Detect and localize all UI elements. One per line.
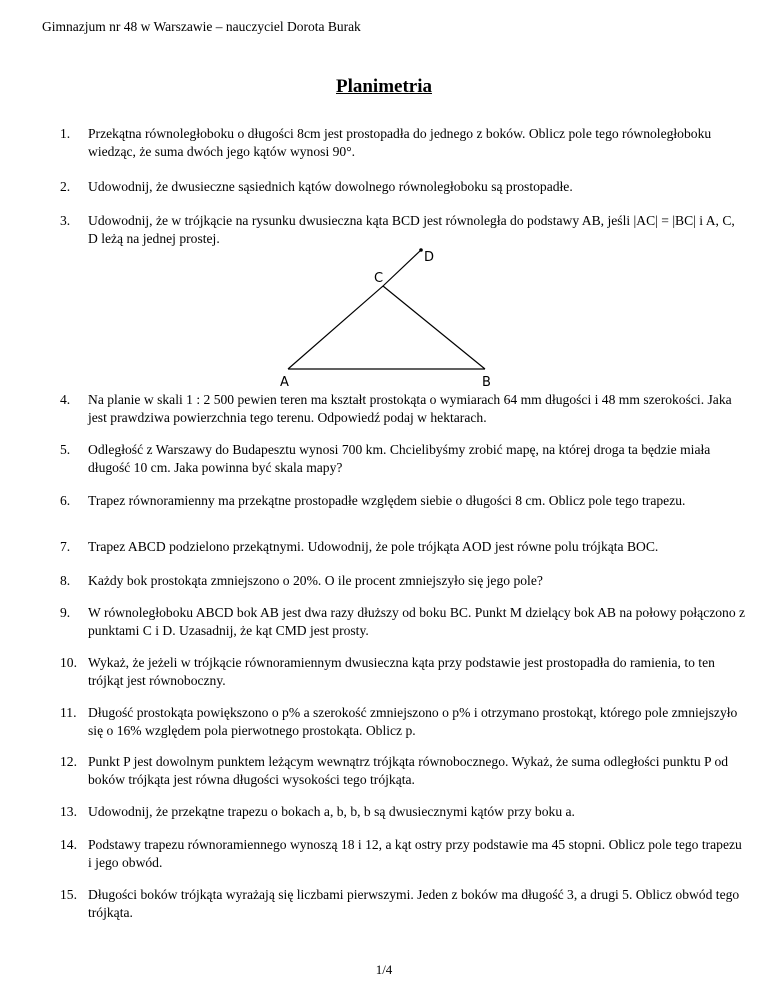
- problem-11: [60, 704, 746, 740]
- problem-text: Udowodnij, że przekątne trapezu o bokach a, b, b, b są dwusiecznymi kątów przy boku a.: [88, 804, 575, 819]
- problem-number: 2.: [60, 179, 71, 194]
- problem-text: Każdy bok prostokąta zmniejszono o 20%. O ile procent zmniejszyło się jego pole?: [88, 573, 543, 588]
- problem-number: 15.: [60, 887, 77, 902]
- problem-number: 14.: [60, 837, 77, 852]
- problem-text: Przekątna równoległoboku o długości 8cm jest prostopadła do jednego z boków. Oblicz pole tego równoległoboku wiedząc, że suma dwóch jego kątów wynosi 90°.: [88, 126, 712, 159]
- problem-text: W równoległoboku ABCD bok AB jest dwa razy dłuższy od boku BC. Punkt M dzielący bok AB na połowy połączono z punktami C i D. Uzasadnij, że kąt CMD jest prosty.: [88, 605, 746, 638]
- problem-1: [60, 125, 746, 161]
- problem-number: 12.: [60, 754, 77, 769]
- problem-10: [60, 654, 746, 690]
- problem-6: [60, 492, 746, 510]
- problem-12: [60, 753, 746, 789]
- segment-cd: [383, 250, 421, 286]
- segment-ac: [288, 286, 383, 369]
- problem-7: [60, 538, 746, 556]
- problem-text: Podstawy trapezu równoramiennego wynoszą 18 i 12, a kąt ostry przy podstawie ma 45 stopni. Oblicz pole tego trapezu i jego obwód.: [88, 837, 742, 870]
- problem-5: [60, 441, 746, 477]
- label-c: C: [374, 271, 384, 286]
- problem-number: 9.: [60, 605, 71, 620]
- problem-text: Długości boków trójkąta wyrażają się liczbami pierwszymi. Jeden z boków ma długość 3, a drugi 5. Oblicz obwód tego trójkąta.: [88, 887, 740, 920]
- page-title: Planimetria: [335, 76, 433, 97]
- problem-text: Wykaż, że jeżeli w trójkącie równoramiennym dwusieczna kąta przy podstawie jest prostopadła do ramienia, to ten trójkąt jest równoboczny.: [88, 655, 715, 688]
- segment-bc: [383, 286, 485, 369]
- label-d: D: [424, 250, 435, 265]
- problem-text: Udowodnij, że w trójkącie na rysunku dwusieczna kąta BCD jest równoległa do podstawy AB, jeśli |AC| = |BC| i A, C, D leżą na jednej prostej.: [88, 213, 735, 246]
- problem-number: 10.: [60, 655, 77, 670]
- problem-text: Udowodnij, że dwusieczne sąsiednich kątów dowolnego równoległoboku są prostopadłe.: [88, 179, 573, 194]
- problem-13: [60, 803, 746, 821]
- problem-text: Trapez równoramienny ma przekątne prostopadłe względem siebie o długości 8 cm. Oblicz pole tego trapezu.: [88, 493, 686, 508]
- problem-number: 13.: [60, 804, 77, 819]
- problem-2: [60, 178, 746, 196]
- problem-text: Punkt P jest dowolnym punktem leżącym wewnątrz trójkąta równobocznego. Wykaż, że suma odległości punktu P od boków trójkąta jest równa długości wysokości tego trójkąta.: [88, 754, 729, 787]
- problem-8: [60, 572, 746, 590]
- problem-number: 1.: [60, 126, 71, 141]
- problem-14: [60, 836, 746, 872]
- problem-text: Odległość z Warszawy do Budapesztu wynosi 700 km. Chcielibyśmy zrobić mapę, na której droga ta będzie miała długość 10 cm. Jaka powinna być skala mapy?: [88, 442, 711, 475]
- problem-3: [60, 212, 746, 248]
- problem-4: [60, 391, 746, 427]
- problem-number: 3.: [60, 213, 71, 228]
- problem-text: Trapez ABCD podzielono przekątnymi. Udowodnij, że pole trójkąta AOD jest równe polu trójkąta BOC.: [88, 539, 659, 554]
- page-header: Gimnazjum nr 48 w Warszawie – nauczyciel Dorota Burak: [42, 19, 361, 34]
- label-a: A: [280, 375, 289, 389]
- problem-number: 5.: [60, 442, 71, 457]
- problem-15: [60, 886, 746, 922]
- problem-text: Na planie w skali 1 : 2 500 pewien teren ma kształt prostokąta o wymiarach 64 mm długości i 48 mm szerokości. Jaka jest prawdziwa powierzchnia tego terenu. Odpowiedź podaj w hektarach.: [88, 392, 732, 425]
- triangle-figure: [270, 244, 510, 389]
- point-d: [419, 248, 423, 252]
- problem-number: 4.: [60, 392, 71, 407]
- problem-9: [60, 604, 746, 640]
- problem-number: 7.: [60, 539, 71, 554]
- problem-number: 11.: [60, 705, 77, 720]
- label-b: B: [482, 375, 491, 389]
- problem-number: 6.: [60, 493, 71, 508]
- page-number: 1/4: [375, 962, 393, 977]
- problem-text: Długość prostokąta powiększono o p% a szerokość zmniejszono o p% i otrzymano prostokąt, którego pole zmniejszyło się o 16% względem pola pierwotnego prostokąta. Oblicz p.: [88, 705, 738, 738]
- problem-number: 8.: [60, 573, 71, 588]
